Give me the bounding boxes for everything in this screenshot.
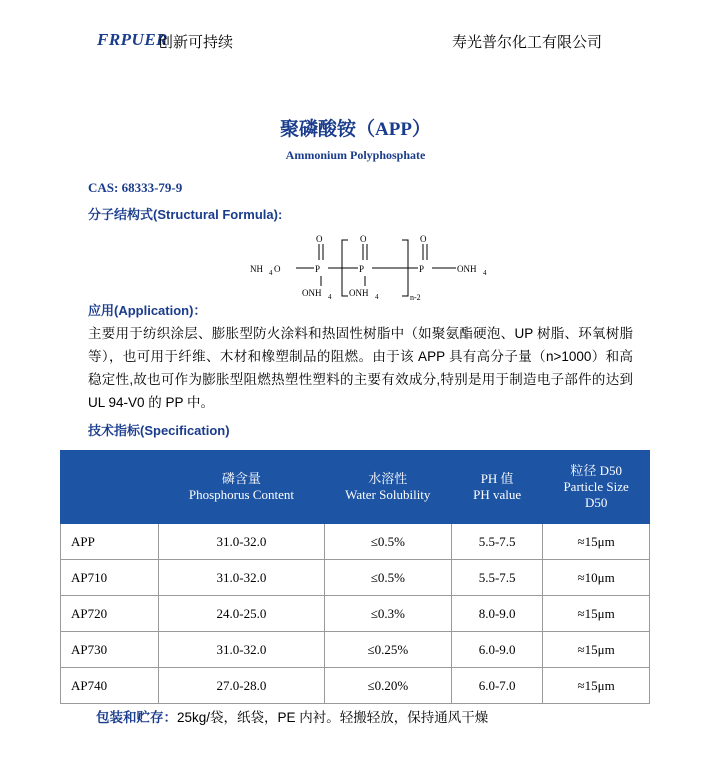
header-company-name: 寿光普尔化工有限公司 (452, 34, 603, 51)
cell-ph: 6.0-9.0 (452, 632, 543, 668)
table-row (61, 668, 650, 704)
application-label: 应用(Application)： (88, 303, 207, 318)
table-row (61, 524, 650, 560)
cell-solubility: ≤0.25% (324, 632, 451, 668)
header-en: Water Solubility (345, 487, 431, 502)
table-header-product (61, 451, 159, 524)
table-header-ph (452, 451, 543, 524)
svg-text:4: 4 (269, 269, 273, 277)
cas-number: CAS: 68333-79-9 (88, 180, 183, 195)
cell-ph: 6.0-7.0 (452, 668, 543, 704)
cell-ph: 5.5-7.5 (452, 560, 543, 596)
application-text: 主要用于纺织涂层、膨胀型防火涂料和热固性树脂中（如聚氨酯硬泡、UP 树脂、环氧树脂等），也可用于纤维、木材和橡塑制品的阻燃。由于该 APP 具有高分子量（n>1000）和高稳定性,故也可作为膨胀型阻燃热塑性塑料的主要有效成分,特别是用于制造电子部件的达到 UL 94-V0 的 PP 中。 (88, 326, 633, 410)
cell-particle-size: ≈15μm (543, 524, 650, 560)
header-divider (0, 63, 711, 64)
page-header (0, 30, 711, 66)
formula-left-group: NH (250, 264, 263, 274)
cell-ph: 8.0-9.0 (452, 596, 543, 632)
header-en: Phosphorus Content (188, 487, 294, 502)
specification-table (60, 450, 650, 704)
header-slogan: 创新可持续 (158, 34, 234, 51)
specification-label: 技术指标(Specification) (88, 423, 230, 438)
header-cn: 水溶性 (368, 471, 408, 486)
cell-particle-size: ≈15μm (543, 668, 650, 704)
table-header-particle-size (543, 451, 650, 524)
formula-right-group: ONH (457, 264, 477, 274)
cell-ph: 5.5-7.5 (452, 524, 543, 560)
page-title-en: Ammonium Polyphosphate (285, 148, 426, 162)
cell-solubility: ≤0.20% (324, 668, 451, 704)
cell-particle-size: ≈10μm (543, 560, 650, 596)
company-logo: FRPUER (97, 30, 169, 49)
cell-phosphorus: 27.0-28.0 (159, 668, 324, 704)
structural-formula-label: 分子结构式(Structural Formula): (88, 207, 283, 222)
header-en: Particle Size (563, 479, 629, 494)
table-row (61, 560, 650, 596)
cell-phosphorus: 31.0-32.0 (159, 632, 324, 668)
table-header-solubility (324, 451, 451, 524)
cell-product-name: AP740 (61, 668, 159, 704)
packing-label: 包装和贮存： (96, 710, 177, 725)
cell-product-name: APP (61, 524, 159, 560)
svg-text:O: O (274, 264, 281, 274)
cell-solubility: ≤0.5% (324, 524, 451, 560)
formula-o-top-3: O (420, 234, 427, 244)
formula-o-top-1: O (316, 234, 323, 244)
formula-p2: P (359, 264, 365, 274)
formula-left-bottom: ONH (302, 288, 322, 298)
cell-solubility: ≤0.5% (324, 560, 451, 596)
table-row (61, 596, 650, 632)
formula-subscript: n-2 (410, 293, 421, 302)
formula-o-top-2: O (360, 234, 367, 244)
formula-mid-bottom: ONH (349, 288, 369, 298)
formula-p3: P (419, 264, 425, 274)
cell-product-name: AP710 (61, 560, 159, 596)
svg-text:4: 4 (375, 293, 379, 301)
header-extra: D50 (584, 495, 608, 510)
svg-text:4: 4 (483, 269, 487, 277)
structural-formula-diagram (250, 228, 530, 308)
cell-phosphorus: 31.0-32.0 (159, 560, 324, 596)
formula-p1: P (315, 264, 321, 274)
packing-text: 25kg/袋，纸袋，PE 内衬。轻搬轻放，保持通风干燥 (177, 710, 489, 725)
cell-solubility: ≤0.3% (324, 596, 451, 632)
cell-product-name: AP730 (61, 632, 159, 668)
cell-phosphorus: 24.0-25.0 (159, 596, 324, 632)
header-cn: 磷含量 (221, 471, 261, 486)
cell-phosphorus: 31.0-32.0 (159, 524, 324, 560)
header-cn: 粒径 D50 (570, 463, 622, 478)
svg-text:4: 4 (328, 293, 332, 301)
table-header-phosphorus (159, 451, 324, 524)
table-row (61, 632, 650, 668)
header-en: PH value (473, 487, 522, 502)
cell-product-name: AP720 (61, 596, 159, 632)
packing-storage (96, 706, 488, 726)
header-cn: PH 值 (480, 471, 514, 486)
cell-particle-size: ≈15μm (543, 596, 650, 632)
table-header-row (61, 451, 650, 524)
cell-particle-size: ≈15μm (543, 632, 650, 668)
page-title-cn: 聚磷酸铵（APP） (280, 119, 431, 140)
